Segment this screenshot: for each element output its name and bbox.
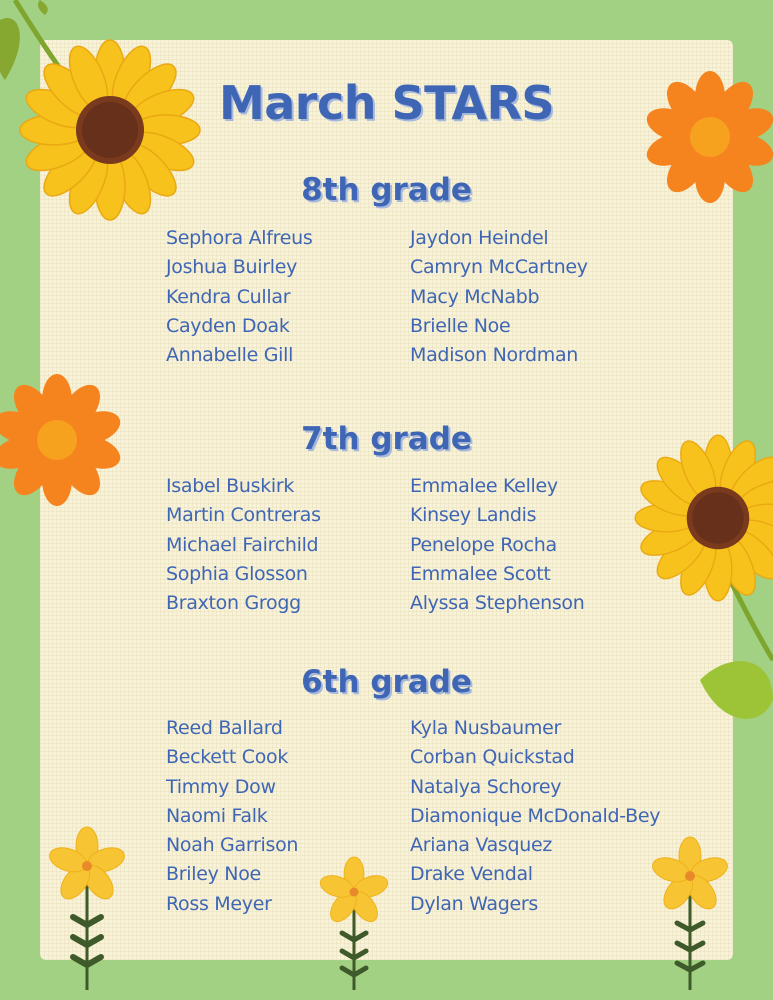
student-name: Camryn McCartney [410, 256, 588, 279]
student-name: Cayden Doak [166, 314, 290, 337]
student-name: Noah Garrison [166, 834, 299, 857]
names-7th-right [410, 472, 670, 618]
small-flower-left [47, 827, 128, 990]
student-name: Sephora Alfreus [166, 227, 313, 249]
student-name: Ariana Vasquez [410, 834, 553, 857]
student-name: Jaydon Heindel [410, 227, 549, 249]
names-7th-left [166, 472, 426, 618]
student-name: Corban Quickstad [410, 746, 575, 769]
student-name: Natalya Schorey [410, 775, 562, 798]
student-name: Dylan Wagers [410, 892, 538, 915]
student-name: Ross Meyer [166, 892, 272, 915]
student-name: Martin Contreras [166, 504, 321, 527]
student-name: Drake Vendal [410, 863, 533, 886]
student-name: Kinsey Landis [410, 504, 537, 527]
student-name: Briley Noe [166, 863, 261, 886]
names-6th-left [166, 714, 426, 919]
student-name: Isabel Buskirk [166, 475, 295, 497]
student-name: Braxton Grogg [166, 592, 301, 615]
student-name: Emmalee Scott [410, 562, 551, 585]
student-name: Penelope Rocha [410, 533, 557, 556]
section-heading-7th: 7th grade [301, 421, 472, 457]
student-name: Madison Nordman [410, 344, 579, 367]
section-heading-6th: 6th grade [301, 664, 472, 700]
student-name: Reed Ballard [166, 717, 283, 739]
names-6th-right [410, 714, 670, 919]
page-title: March STARS [218, 76, 555, 130]
section-heading-8th: 8th grade [301, 172, 472, 208]
student-name: Diamonique McDonald-Bey [410, 804, 661, 827]
student-name: Brielle Noe [410, 314, 511, 337]
student-name: Macy McNabb [410, 285, 540, 308]
names-8th-right [410, 224, 670, 370]
student-name: Sophia Glosson [166, 562, 308, 585]
student-name: Joshua Buirley [166, 256, 298, 279]
student-name: Michael Fairchild [166, 533, 319, 556]
student-name: Annabelle Gill [166, 344, 294, 367]
student-name: Kendra Cullar [166, 285, 291, 308]
student-name: Emmalee Kelley [410, 475, 558, 497]
student-name: Alyssa Stephenson [410, 592, 585, 615]
student-name: Timmy Dow [166, 775, 276, 798]
student-name: Beckett Cook [166, 746, 289, 769]
student-name: Kyla Nusbaumer [410, 717, 561, 739]
student-name: Naomi Falk [166, 804, 268, 827]
names-8th-left [166, 224, 426, 370]
